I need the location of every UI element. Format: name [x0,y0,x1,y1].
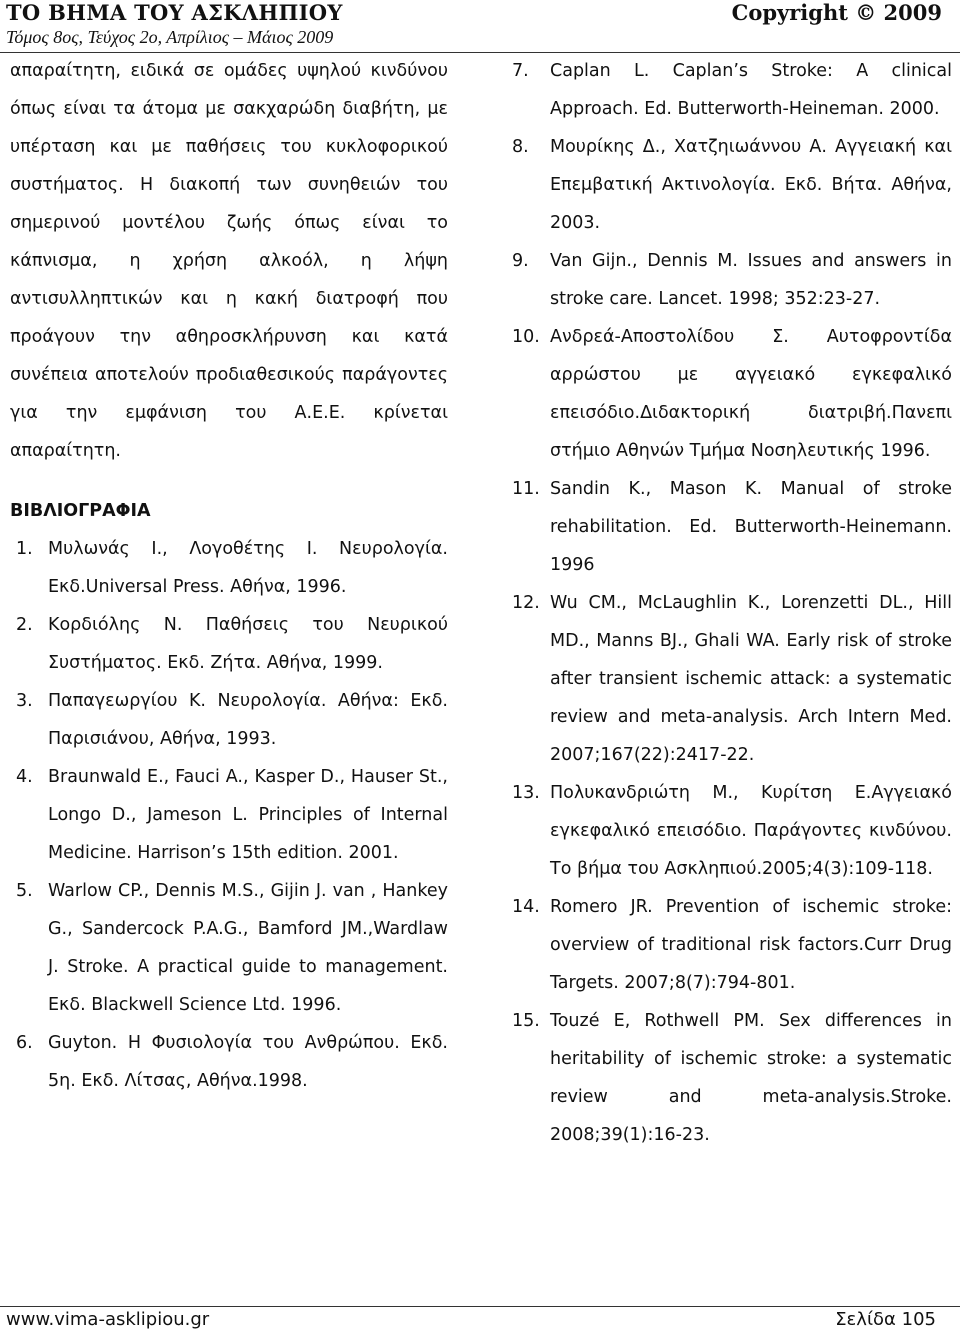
reference-text: Guyton. Η Φυσιολογία του Ανθρώπου. Εκδ. 5η. Εκδ. Λίτσας, Αθήνα.1998. [48,1033,448,1091]
reference-item [512,470,952,584]
reference-item [512,888,952,1002]
reference-number: 2. [16,615,33,635]
reference-item [10,1024,448,1100]
reference-text: Κορδιόλης Ν. Παθήσεις του Νευρικού Συστήματος. Εκδ. Ζήτα. Αθήνα, 1999. [48,615,448,673]
reference-number: 15. [512,1011,540,1031]
reference-text: Touzé E, Rothwell PM. Sex differences in heritability of ischemic stroke: a systematic review and meta-analysis.Stroke. 2008;39(1):16-23. [550,1011,952,1145]
reference-number: 8. [512,137,529,157]
reference-item [512,128,952,242]
reference-text: Caplan L. Caplan’s Stroke: A clinical Approach. Ed. Butterworth-Heineman. 2000. [550,61,952,119]
reference-number: 7. [512,61,529,81]
copyright-notice: Copyright © 2009 [731,0,942,25]
reference-text: Μυλωνάς Ι., Λογοθέτης Ι. Νευρολογία. Εκδ.Universal Press. Αθήνα, 1996. [48,539,448,597]
reference-item [512,242,952,318]
footer-url[interactable]: www.vima-asklipiou.gr [6,1309,210,1330]
reference-item [512,52,952,128]
left-column [10,52,448,1100]
reference-text: Van Gijn., Dennis M. Issues and answers in stroke care. Lancet. 1998; 352:23-27. [550,251,952,309]
reference-item [512,318,952,470]
reference-text: Sandin K., Mason K. Manual of stroke rehabilitation. Ed. Butterworth-Heinemann. 1996 [550,479,952,575]
reference-text: Wu CM., McLaughlin K., Lorenzetti DL., Hill MD., Manns BJ., Ghali WA. Early risk of stroke after transient ischemic attack: a systematic review and meta-analysis. Arch Intern Med. 2007;167(22):2417-22. [550,593,952,765]
body-paragraph: απαραίτητη, ειδικά σε ομάδες υψηλού κινδύνου όπως είναι τα άτομα με σακχαρώδη διαβήτη, με υπέρταση και με παθήσεις του κυκλοφορικού συστήματος. Η διακοπή των συνηθειών του σημερινού μοντέλου ζωής όπως είναι το κάπνισμα, η χρήση αλκοόλ, η λήψη αντισυλληπτικών και η κακή διατροφή που προάγουν την αθηροσκλήρυνση και κατά συνέπεια αποτελούν προδιαθεσικούς παράγοντες για την εμφάνιση του Α.Ε.Ε. κρίνεται απαραίτητη. [10,61,448,461]
reference-text: Warlow CP., Dennis M.S., Gijin J. van , Hankey G., Sandercock P.A.G., Bamford JM.,Wardlaw J. Stroke. A practical guide to management. Εκδ. Blackwell Science Ltd. 1996. [48,881,448,1015]
reference-number: 10. [512,327,540,347]
page-number: Σελίδα 105 [835,1309,936,1330]
reference-item [512,584,952,774]
reference-number: 14. [512,897,540,917]
reference-item [10,682,448,758]
reference-number: 11. [512,479,540,499]
reference-text: Μουρίκης Δ., Χατζηιωάννου Α. Αγγειακή και Επεμβατική Ακτινολογία. Εκδ. Βήτα. Αθήνα, 2003. [550,137,952,233]
bibliography-heading: ΒΙΒΛΙΟΓΡΑΦΙΑ [10,501,151,521]
reference-item [10,530,448,606]
reference-number: 5. [16,881,33,901]
reference-number: 1. [16,539,33,559]
references-list-left [10,530,448,1100]
reference-item [10,758,448,872]
reference-number: 13. [512,783,540,803]
reference-text: Παπαγεωργίου Κ. Νευρολογία. Αθήνα: Εκδ. Παρισιάνου, Αθήνα, 1993. [48,691,448,749]
reference-item [10,606,448,682]
reference-text: Braunwald E., Fauci A., Kasper D., Hauser St., Longo D., Jameson L. Principles of Internal Medicine. Harrison’s 15th edition. 2001. [48,767,448,863]
reference-number: 9. [512,251,529,271]
journal-title: ΤΟ ΒΗΜΑ ΤΟΥ ΑΣΚΛΗΠΙΟΥ [6,0,343,25]
reference-number: 3. [16,691,33,711]
reference-number: 12. [512,593,540,613]
reference-text: Ανδρεά-Αποστολίδου Σ. Αυτοφροντίδα αρρώστου με αγγειακό εγκεφαλικό επεισόδιο.Διδακτορική διατριβή.Πανεπι στήμιο Αθηνών Τμήμα Νοσηλευτικής 1996. [550,327,952,461]
reference-item [512,1002,952,1154]
reference-item [10,872,448,1024]
reference-text: Πολυκανδριώτη Μ., Κυρίτση Ε.Αγγειακό εγκεφαλικό επεισόδιο. Παράγοντες κινδύνου. Το βήμα του Ασκληπιού.2005;4(3):109-118. [550,783,952,879]
reference-number: 6. [16,1033,33,1053]
right-column [512,52,952,1154]
references-list-right [512,52,952,1154]
footer-divider [0,1306,960,1307]
issue-info: Τόμος 8ος, Τεύχος 2ο, Απρίλιος – Μάιος 2009 [6,27,334,47]
reference-item [512,774,952,888]
reference-number: 4. [16,767,33,787]
reference-text: Romero JR. Prevention of ischemic stroke: overview of traditional risk factors.Curr Drug Targets. 2007;8(7):794-801. [550,897,952,993]
